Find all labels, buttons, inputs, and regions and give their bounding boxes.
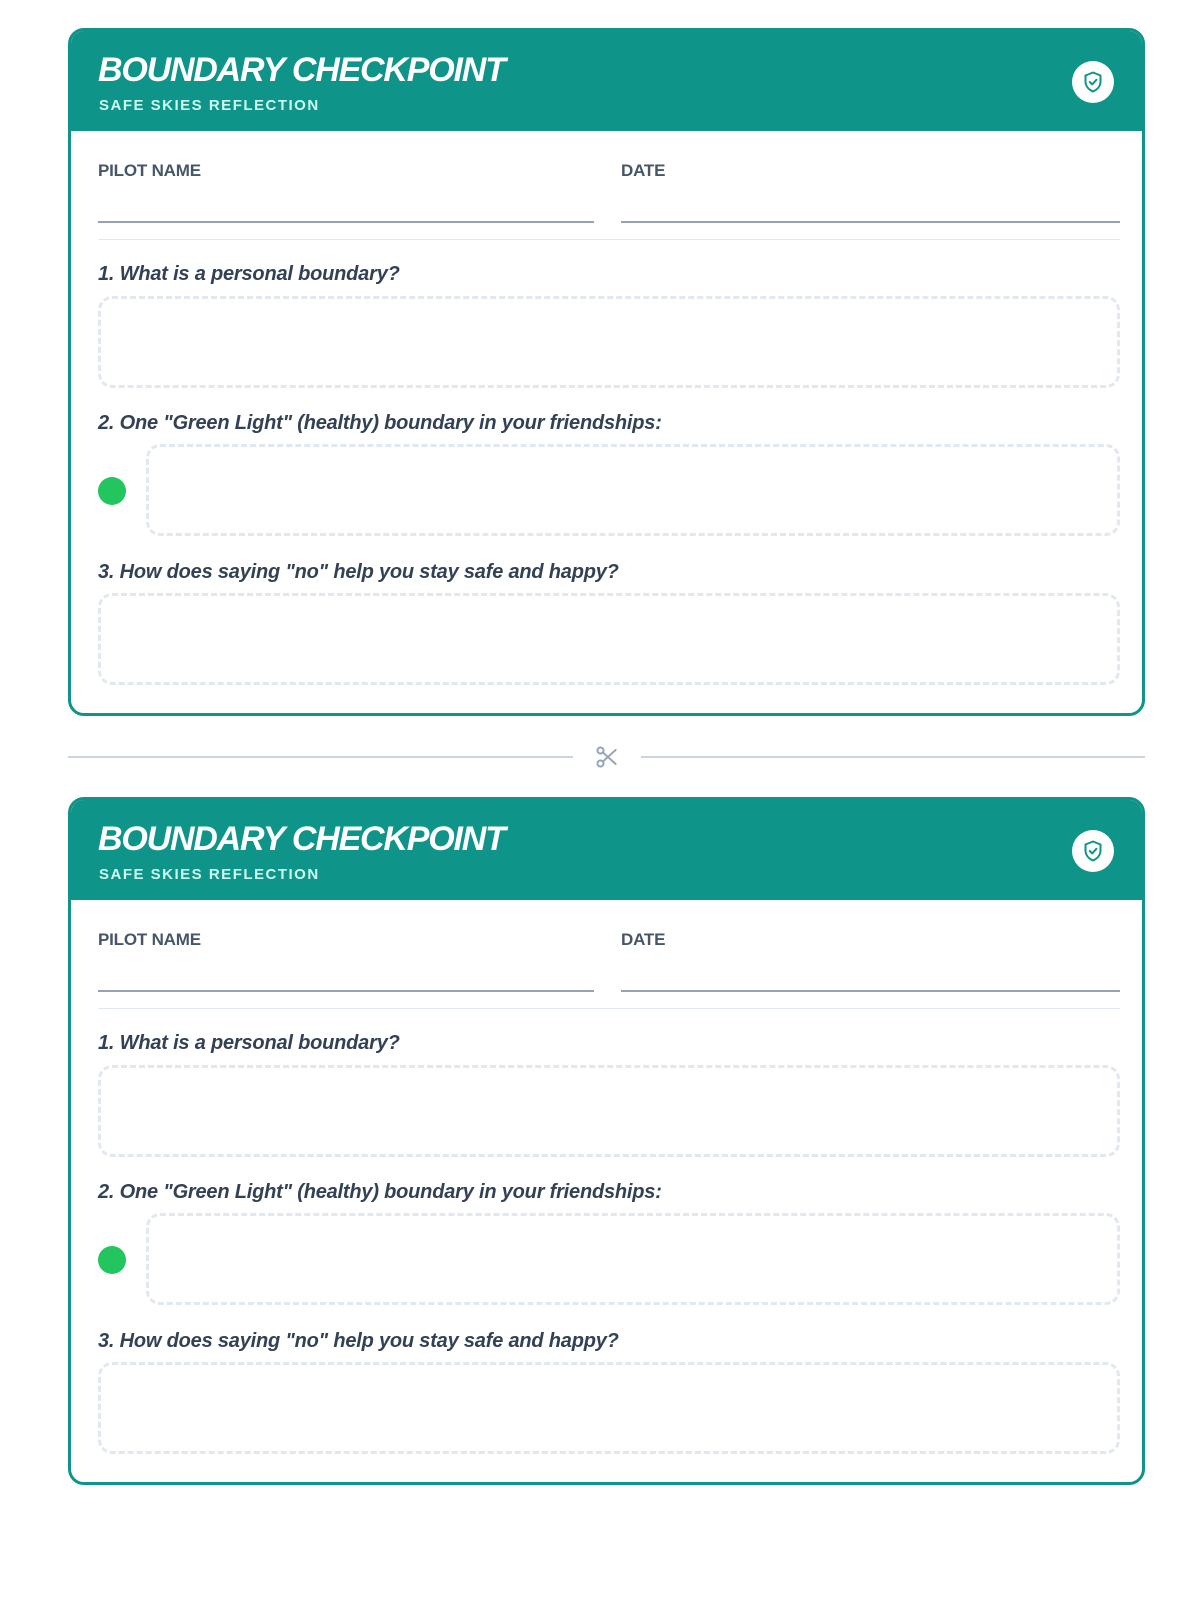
- checkpoint-card: [68, 28, 1145, 716]
- question-3: 3. How does saying "no" help you stay safe and happy?: [98, 561, 619, 583]
- checkpoint-card: [68, 797, 1145, 1485]
- answer-box-1[interactable]: [98, 1065, 1120, 1157]
- question-2: 2. One "Green Light" (healthy) boundary in your friendships:: [98, 412, 662, 434]
- divider: [98, 1008, 1120, 1009]
- card-subtitle: SAFE SKIES REFLECTION: [99, 97, 320, 114]
- pilot-name-label: PILOT NAME: [98, 161, 201, 180]
- green-dot-icon: [98, 477, 126, 505]
- shield-check-icon: [1072, 830, 1114, 872]
- cut-line-right: [641, 756, 1145, 758]
- card-header: [71, 31, 1142, 131]
- shield-check-icon: [1072, 61, 1114, 103]
- answer-box-1[interactable]: [98, 296, 1120, 388]
- answer-box-3[interactable]: [98, 1362, 1120, 1454]
- question-2: 2. One "Green Light" (healthy) boundary in your friendships:: [98, 1181, 662, 1203]
- pilot-name-label: PILOT NAME: [98, 930, 201, 949]
- card-title: BOUNDARY CHECKPOINT: [98, 51, 505, 89]
- card-subtitle: SAFE SKIES REFLECTION: [99, 866, 320, 883]
- date-label: DATE: [621, 930, 666, 949]
- date-label: DATE: [621, 161, 666, 180]
- cut-line-left: [68, 756, 573, 758]
- answer-box-2[interactable]: [146, 1213, 1120, 1305]
- answer-box-3[interactable]: [98, 593, 1120, 685]
- green-dot-icon: [98, 1246, 126, 1274]
- date-field[interactable]: [621, 990, 1120, 992]
- answer-box-2[interactable]: [146, 444, 1120, 536]
- card-header: [71, 800, 1142, 900]
- pilot-name-field[interactable]: [98, 221, 594, 223]
- question-3: 3. How does saying "no" help you stay safe and happy?: [98, 1330, 619, 1352]
- card-title: BOUNDARY CHECKPOINT: [98, 820, 505, 858]
- date-field[interactable]: [621, 221, 1120, 223]
- question-1: 1. What is a personal boundary?: [98, 1032, 400, 1054]
- question-1: 1. What is a personal boundary?: [98, 263, 400, 285]
- scissors-icon: [594, 744, 620, 770]
- pilot-name-field[interactable]: [98, 990, 594, 992]
- divider: [98, 239, 1120, 240]
